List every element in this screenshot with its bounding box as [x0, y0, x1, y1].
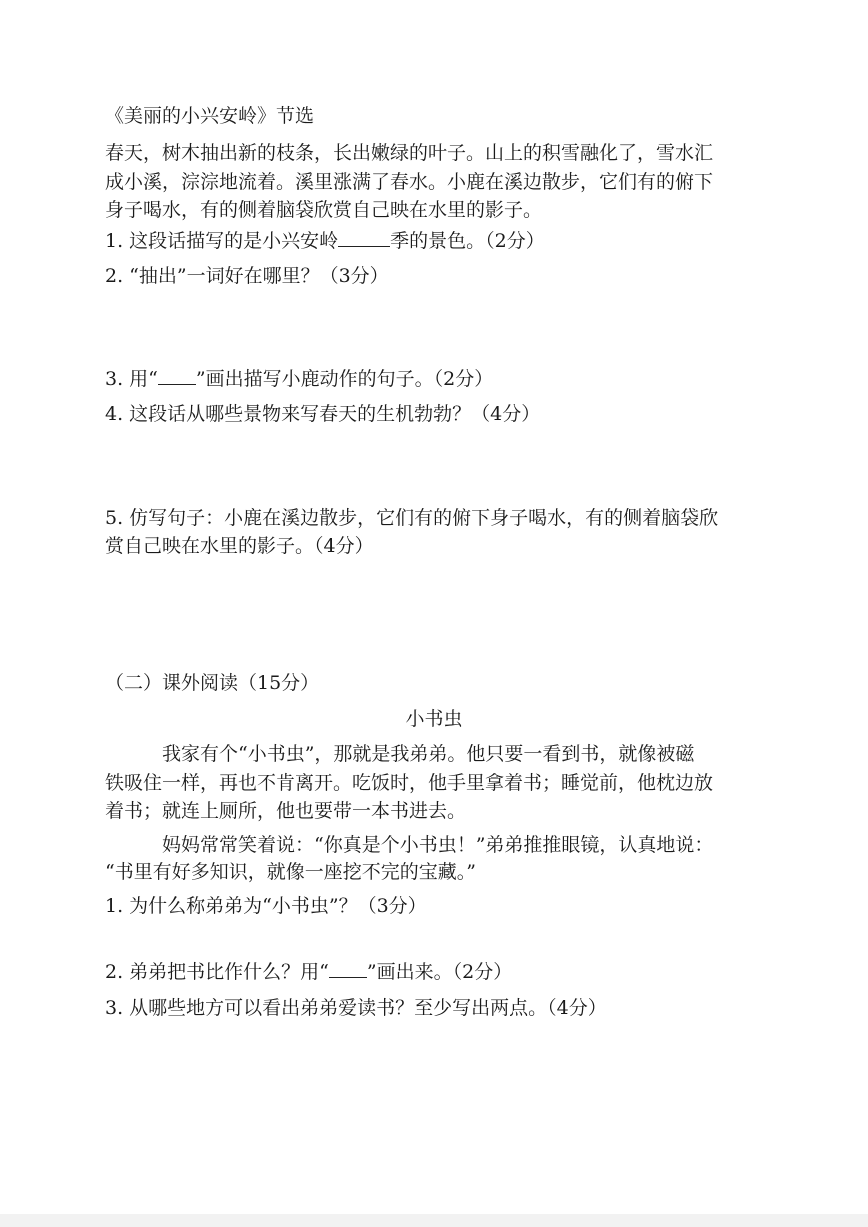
question-3 [105, 367, 493, 391]
story-para-1-line-3: 着书；就连上厕所，他也要带一本书进去。 [105, 800, 467, 822]
passage-title: 《美丽的小兴安岭》节选 [105, 105, 315, 127]
question-3-text: 3. 用“ [105, 368, 158, 390]
story-question-2-text: 2. 弟弟把书比作什么？用“ [105, 961, 329, 983]
page-bottom-edge [0, 1214, 868, 1227]
answer-blank[interactable] [338, 229, 390, 247]
question-1-text-end: 季的景色。（2分） [390, 230, 545, 252]
passage-line-1: 春天，树木抽出新的枝条，长出嫩绿的叶子。山上的积雪融化了，雪水汇 [105, 142, 714, 164]
question-1-text: 1. 这段话描写的是小兴安岭 [105, 230, 339, 252]
question-3-text-end: ”画出描写小鹿动作的句子。（2分） [195, 368, 494, 390]
story-para-2-line-2: “书里有好多知识，就像一座挖不完的宝藏。” [105, 861, 476, 883]
story-question-2 [105, 960, 512, 984]
underline-mark [158, 367, 196, 385]
story-para-1-line-2: 铁吸住一样，再也不肯离开。吃饭时，他手里拿着书；睡觉前，他枕边放 [105, 772, 714, 794]
question-5-line-1: 5. 仿写句子：小鹿在溪边散步，它们有的俯下身子喝水，有的侧着脑袋欣 [105, 507, 719, 529]
story-title: 小书虫 [405, 708, 463, 730]
question-4: 4. 这段话从哪些景物来写春天的生机勃勃？（4分） [105, 403, 541, 425]
underline-mark [329, 960, 367, 978]
story-para-1-line-1: 我家有个“小书虫”，那就是我弟弟。他只要一看到书，就像被磁 [162, 743, 695, 765]
question-2: 2. “抽出”一词好在哪里？（3分） [105, 265, 389, 287]
question-5-line-2: 赏自己映在水里的影子。（4分） [105, 535, 374, 557]
passage-line-3: 身子喝水，有的侧着脑袋欣赏自己映在水里的影子。 [105, 199, 543, 221]
story-question-3: 3. 从哪些地方可以看出弟弟爱读书？至少写出两点。（4分） [105, 997, 607, 1019]
story-question-2-text-end: ”画出来。（2分） [366, 961, 513, 983]
story-para-2-line-1: 妈妈常常笑着说：“你真是个小书虫！”弟弟推推眼镜，认真地说： [162, 834, 714, 856]
passage-line-2: 成小溪，淙淙地流着。溪里涨满了春水。小鹿在溪边散步，它们有的俯下 [105, 171, 714, 193]
story-question-1: 1. 为什么称弟弟为“小书虫”？（3分） [105, 895, 427, 917]
section-heading: （二）课外阅读（15分） [105, 672, 320, 694]
question-1 [105, 229, 545, 253]
